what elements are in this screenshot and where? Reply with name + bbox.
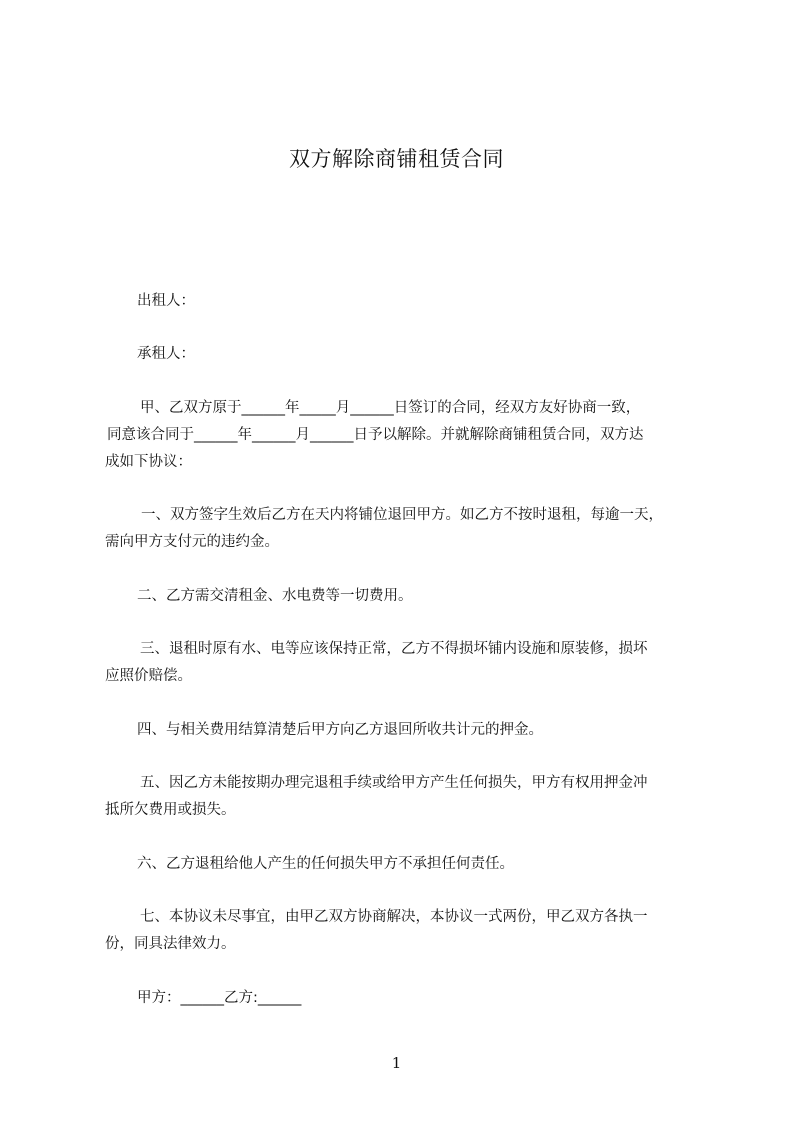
clause-5-line-2: 抵所欠费用或损失。 bbox=[105, 802, 236, 818]
clause-1-line-2: 需向甲方支付元的违约金。 bbox=[105, 534, 279, 550]
clause-3-line-1: 三、退租时原有水、电等应该保持正常，乙方不得损坏铺内设施和原装修，损坏 bbox=[140, 641, 648, 657]
clause-3-line-2: 应照价赔偿。 bbox=[105, 668, 192, 684]
lessor-label: 出租人： bbox=[137, 293, 195, 309]
clause-4-line-1: 四、与相关费用结算清楚后甲方向乙方退回所收共计元的押金。 bbox=[137, 722, 543, 738]
clause-7-line-2: 份，同具法律效力。 bbox=[105, 936, 236, 952]
intro-line-1: 甲、乙双方原于______年_____月______日签订的合同，经双方友好协商一致， bbox=[140, 400, 641, 416]
signature-line: 甲方：______乙方:______ bbox=[137, 990, 302, 1006]
intro-line-2: 同意该合同于______年______月______日予以解除。并就解除商铺租赁合同，双方达 bbox=[107, 427, 644, 443]
lessee-label: 承租人： bbox=[137, 346, 195, 362]
clause-7-line-1: 七、本协议未尽事宜，由甲乙双方协商解决，本协议一式两份，甲乙双方各执一 bbox=[140, 909, 648, 925]
clause-2-line-1: 二、乙方需交清租金、水电费等一切费用。 bbox=[137, 588, 413, 604]
clause-1-line-1: 一、双方签字生效后乙方在天内将铺位退回甲方。如乙方不按时退租，每逾一天， bbox=[141, 507, 663, 523]
clause-5-line-1: 五、因乙方未能按期办理完退租手续或给甲方产生任何损失，甲方有权用押金冲 bbox=[140, 775, 648, 791]
document-title: 双方解除商铺租赁合同 bbox=[289, 147, 504, 171]
clause-6-line-1: 六、乙方退租给他人产生的任何损失甲方不承担任何责任。 bbox=[137, 856, 514, 872]
page-number: 1 bbox=[391, 1054, 402, 1072]
intro-line-3: 成如下协议： bbox=[105, 454, 192, 470]
